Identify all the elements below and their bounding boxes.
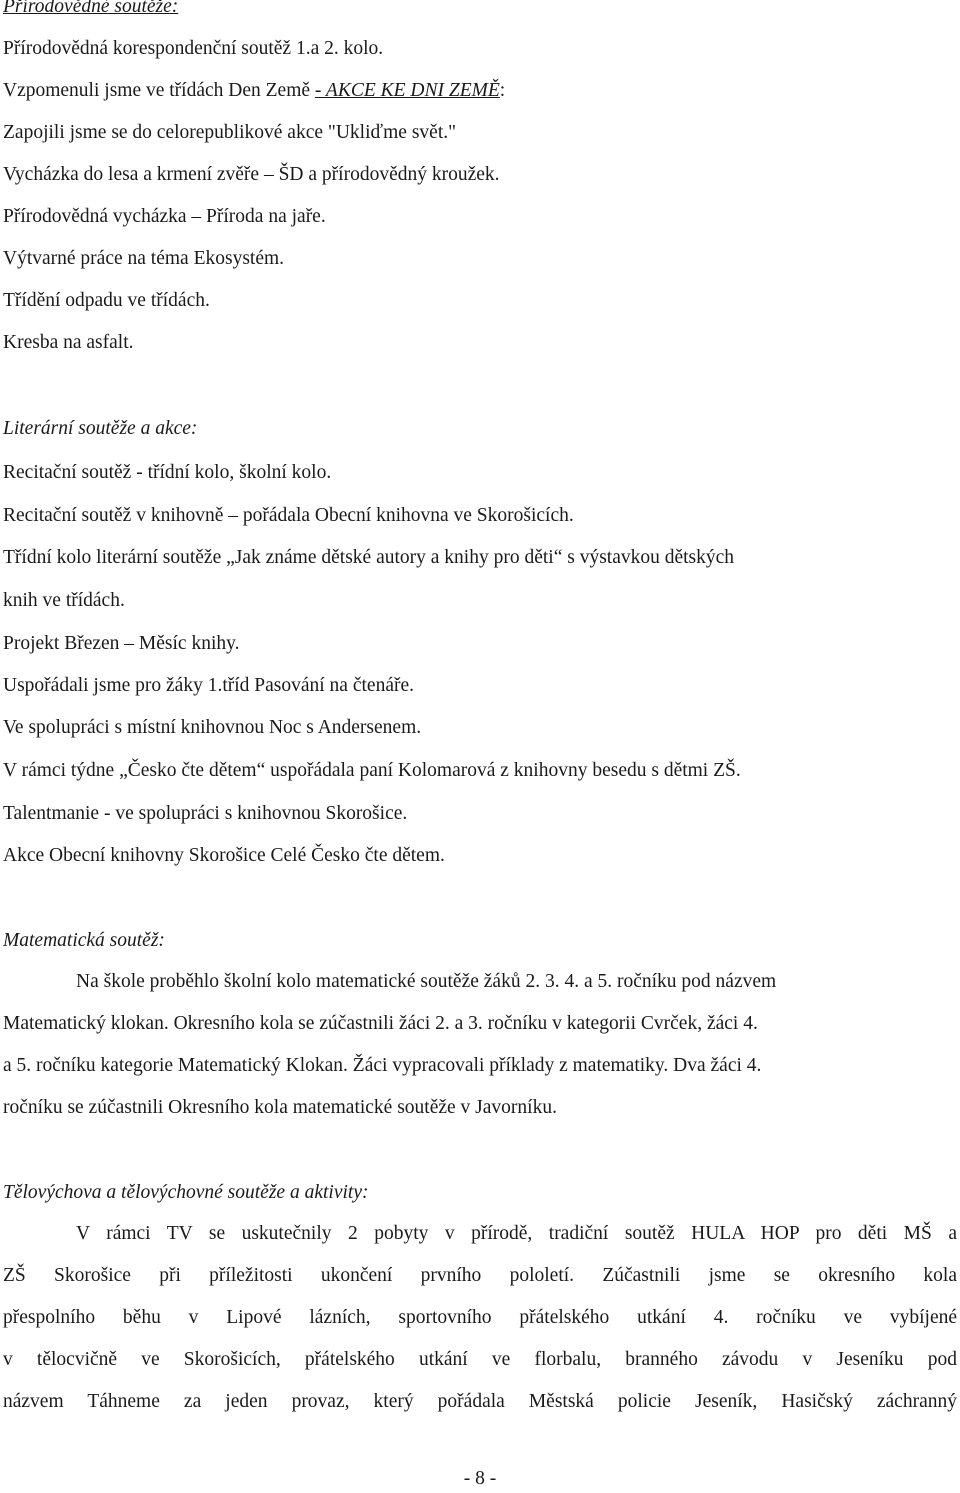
paragraph-line: ročníku se zúčastnili Okresního kola matematické soutěže v Javorníku.: [3, 1097, 557, 1118]
list-item: Ve spolupráci s místní knihovnou Noc s Andersenem.: [3, 717, 422, 738]
earth-day-text: Vzpomenuli jsme ve třídách Den Země: [3, 80, 315, 101]
list-item: Kresba na asfalt.: [3, 332, 134, 353]
list-item: V rámci týdne „Česko čte dětem“ uspořádala paní Kolomarová z knihovny besedu s dětmi ZŠ.: [3, 760, 741, 781]
list-item: Přírodovědná vycházka – Příroda na jaře.: [3, 206, 326, 227]
list-item: Talentmanie - ve spolupráci s knihovnou Skorošice.: [3, 803, 408, 824]
paragraph-line: Matematický klokan. Okresního kola se zúčastnili žáci 2. a 3. ročníku v kategorii Cvrček, žáci 4.: [3, 1013, 758, 1034]
earth-day-link[interactable]: - AKCE KE DNI ZEMĚ: [314, 80, 500, 101]
list-item: Zapojili jsme se do celorepublikové akce "Ukliďme svět.": [3, 122, 457, 143]
paragraph-line: Na škole proběhlo školní kolo matematické soutěže žáků 2. 3. 4. a 5. ročníku pod názvem: [76, 971, 777, 992]
paragraph-line: názvem Táhneme za jeden provaz, který pořádala Městská policie Jeseník, Hasičský záchranný: [3, 1391, 957, 1412]
earth-day-suffix: :: [499, 80, 506, 101]
paragraph-line: přespolního běhu v Lipové lázních, sportovního přátelského utkání 4. ročníku ve vybíjené: [3, 1307, 957, 1328]
section-heading-pe: Tělovýchova a tělovýchovné soutěže a aktivity:: [3, 1182, 369, 1203]
paragraph-line: V rámci TV se uskutečnily 2 pobyty v přírodě, tradiční soutěž HULA HOP pro děti MŠ a: [76, 1223, 957, 1244]
list-item: Vycházka do lesa a krmení zvěře – ŠD a přírodovědný kroužek.: [3, 164, 500, 185]
list-item: Recitační soutěž - třídní kolo, školní kolo.: [3, 462, 332, 483]
paragraph-line: ZŠ Skorošice při příležitosti ukončení prvního pololetí. Zúčastnili jsme se okresního kola: [3, 1265, 957, 1286]
list-item: Projekt Březen – Měsíc knihy.: [3, 633, 240, 654]
section-heading-math: Matematická soutěž:: [3, 930, 165, 951]
paragraph-line: a 5. ročníku kategorie Matematický Klokan. Žáci vypracovali příklady z matematiky. Dva žáci 4.: [3, 1055, 762, 1076]
list-item: Třídění odpadu ve třídách.: [3, 290, 210, 311]
list-item: Výtvarné práce na téma Ekosystém.: [3, 248, 285, 269]
paragraph-line: v tělocvičně ve Skorošicích, přátelského utkání ve florbalu, branného závodu v Jeseníku pod: [3, 1349, 957, 1370]
list-item-earth-day: [3, 80, 505, 102]
list-item: Recitační soutěž v knihovně – pořádala Obecní knihovna ve Skorošicích.: [3, 505, 574, 526]
list-item: Přírodovědná korespondenční soutěž 1.a 2. kolo.: [3, 38, 384, 59]
list-item: Uspořádali jsme pro žáky 1.tříd Pasování na čtenáře.: [3, 675, 414, 696]
section-heading-literary: Literární soutěže a akce:: [3, 418, 198, 439]
section-heading-nature: Přírodovědné soutěže:: [3, 0, 179, 17]
list-item: knih ve třídách.: [3, 590, 125, 611]
list-item: Třídní kolo literární soutěže „Jak známe dětské autory a knihy pro děti“ s výstavkou dětských: [3, 547, 735, 568]
page-number: - 8 -: [463, 1468, 497, 1489]
list-item: Akce Obecní knihovny Skorošice Celé Česko čte dětem.: [3, 845, 445, 866]
